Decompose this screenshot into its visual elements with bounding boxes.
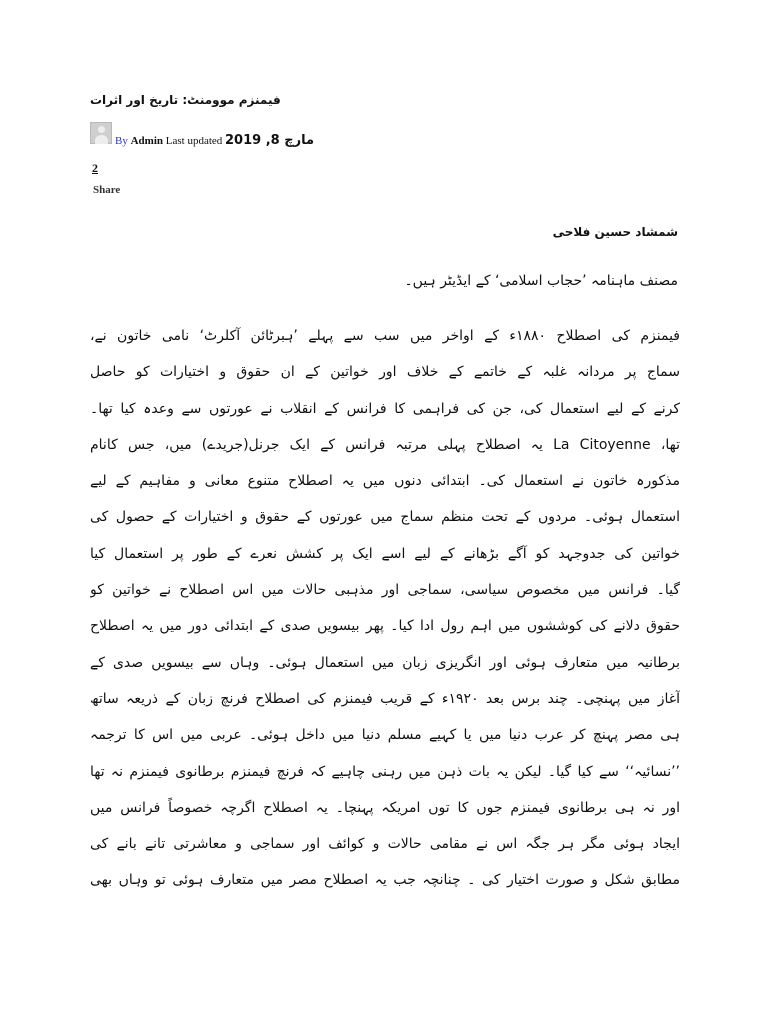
body-line: کرنے کے لیے استعمال کی، جن کی فراہمی کا فرانس کے انقلاب نے عورتوں سے وعدہ کیا تھا۔ (90, 400, 680, 417)
body-line: فیمنزم کی اصطلاح ۱۸۸۰ء کے اواخر میں سب سے پہلے ’ہبرٹائن آکلرٹ‘ نامی خاتون نے، (90, 328, 680, 344)
share-button[interactable]: Share (93, 184, 121, 196)
byline-by: By (115, 135, 128, 147)
body-line: ’’نسائیہ‘‘ سے کیا گیا۔ لیکن یہ بات ذہن میں رہنی چاہیے کہ فرنچ فیمنزم برطانوی فیمنزم نہ تھا (90, 763, 680, 780)
body-line: گیا۔ فرانس میں مخصوص سیاسی، سماجی اور مذہبی حالات میں اس اصطلاح نے خواتین کو (90, 582, 680, 599)
author-intro: مصنف ماہنامہ ’حجاب اسلامی‘ کے ایڈیٹر ہیں۔ (404, 273, 678, 289)
body-line: اور نہ ہی برطانوی فیمنزم جوں کا توں امریکہ پہنچا۔ یہ اصطلاح اگرچہ خصوصاً فرانس میں (90, 799, 680, 816)
body-line: خواتین کی جدوجہد کو آگے بڑھانے کے لیے اسے ایک پر کشش نعرے کے طور پر استعمال کیا (90, 545, 680, 562)
body-line: ہی مصر پہنچ کر عرب دنیا میں یا کہیے مسلم دنیا میں داخل ہوئی۔ عربی میں اس کا ترجمہ (90, 727, 680, 744)
body-line: مذکورہ خاتون نے استعمال کی۔ ابتدائی دنوں میں یہ اصطلاح متنوع معانی و مفاہیم کے لیے (90, 473, 680, 490)
article-body (90, 324, 680, 905)
body-line: آغاز میں پہنچی۔ چند برس بعد ۱۹۲۰ء کے قریب فیمنزم کی اصطلاح فرنچ زبان کے ذریعہ ساتھ (90, 690, 680, 707)
author-name: شمشاد حسین فلاحی (552, 225, 678, 239)
body-line: مطابق شکل و صورت اختیار کی ۔ چنانچہ جب یہ اصطلاح مصر میں متعارف ہوئی تو وہاں بھی (90, 872, 680, 889)
body-line: حقوق دلانے کی کوششوں میں اہم رول ادا کیا۔ پھر بیسویں صدی کے ابتدائی دور میں یہ اصطلاح (90, 618, 680, 635)
body-line: برطانیہ میں متعارف ہوئی اور انگریزی زبان میں استعمال ہوئی۔ وہاں سے بیسویں صدی کے (90, 654, 680, 671)
body-line: ایجاد ہوئی مگر ہر جگہ اس نے مقامی حالات و کوائف اور سماجی و معاشرتی تانے بانے کی (90, 836, 680, 853)
article-title: فیمنزم موومنٹ: تاریخ اور اثرات (90, 93, 281, 107)
body-line: استعمال ہوئی۔ مردوں کے تحت منظم سماج میں عورتوں کے حقوق و اختیارات کے حصول کی (90, 509, 680, 526)
byline-updated-label: Last updated (165, 135, 223, 147)
byline (115, 133, 314, 148)
byline-date: مارچ 8, 2019 (225, 133, 315, 148)
avatar-body-icon (95, 135, 108, 144)
body-line: تھا، La Citoyenne یہ اصطلاح پہلی مرتبہ فرانس کے ایک جرنل(جریدے) میں، جس کانام (90, 436, 680, 453)
share-count-link[interactable]: 2 (92, 161, 98, 175)
byline-author-link[interactable]: Admin (130, 135, 163, 147)
body-line: سماج پر مردانہ غلبہ کے خاتمے کے خلاف اور خواتین کے ان حقوق و اختیارات کو حاصل (90, 364, 680, 381)
author-avatar[interactable] (90, 122, 112, 144)
avatar-head-icon (98, 126, 105, 133)
